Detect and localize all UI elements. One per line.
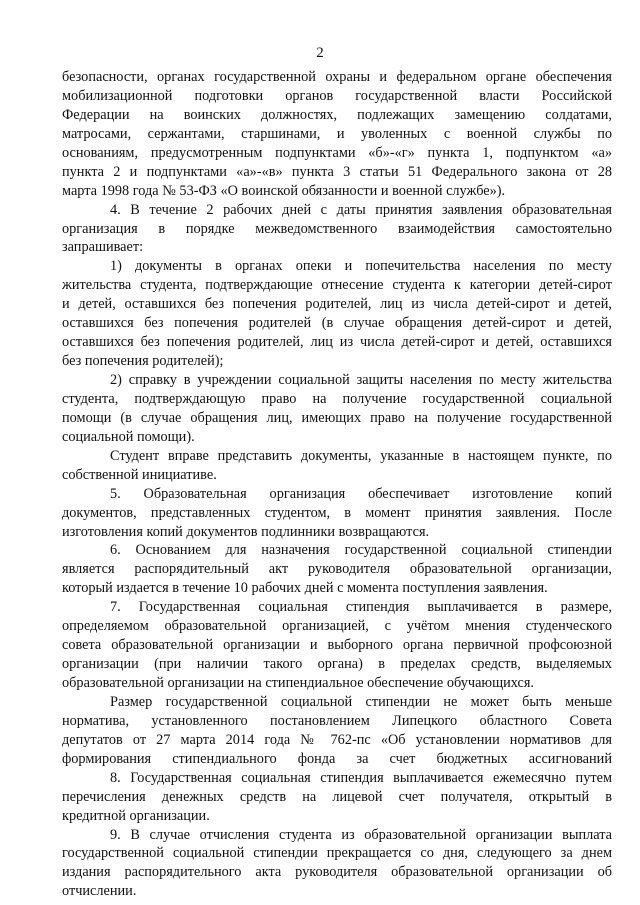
text-line: Размер государственной социальной стипендии не может быть меньше xyxy=(110,693,612,710)
text-line: 6. Основанием для назначения государственной социальной стипендии xyxy=(110,542,612,559)
text-line: депутатов от 27 марта 2014 года № 762-пс «Об установлении нормативов для xyxy=(62,731,612,748)
text-line: издания распорядительного акта руководителя образовательной организации об xyxy=(62,864,612,881)
text-line: образовательной организации на стипендиальное обеспечение обучающихся. xyxy=(62,675,534,691)
text-line: основаниям, предусмотренным подпунктами «б»-«г» пункта 1, подпунктом «а» xyxy=(62,144,612,161)
text-line: норматива, установленного постановлением Липецкого областного Совета xyxy=(62,712,612,729)
text-line: организации (при наличии такого органа) в пределах средств, выделяемых xyxy=(62,656,612,673)
text-line: собственной инициативе. xyxy=(62,466,217,483)
text-line: мобилизационной подготовки органов государственной власти Российской xyxy=(62,87,612,104)
document-body xyxy=(62,68,612,901)
text-line: помощи (в случае обращения лиц, имеющих право на получение государственной xyxy=(62,409,612,426)
text-line: оставшихся без попечения родителей (в случае обращения детей-сирот и детей, xyxy=(62,315,612,332)
text-line: безопасности, органах государственной охраны и федеральном органе обеспечения xyxy=(62,69,612,85)
text-line: 1) документы в органах опеки и попечительства населения по месту xyxy=(110,258,612,275)
text-line: перечисления денежных средств на лицевой счет получателя, открытый в xyxy=(62,788,612,805)
text-line: Студент вправе представить документы, указанные в настоящем пункте, по xyxy=(110,447,612,464)
text-line: матросами, сержантами, старшинами, и уволенных с военной службы по xyxy=(62,125,612,142)
text-line: 5. Образовательная организация обеспечивает изготовление копий xyxy=(110,485,612,502)
text-line: документов, представленных студентом, в момент принятия заявления. После xyxy=(62,504,612,521)
page-number: 2 xyxy=(316,45,324,61)
text-line: отчислении. xyxy=(62,883,137,900)
text-line: без попечения родителей); xyxy=(62,353,224,370)
text-line: 4. В течение 2 рабочих дней с даты принятия заявления образовательная xyxy=(110,201,612,218)
text-line: 2) справку в учреждении социальной защиты населения по месту жительства xyxy=(110,372,612,388)
text-line: жительства студента, подтверждающие отнесение студента к категории детей-сирот xyxy=(62,277,612,294)
text-line: марта 1998 года № 53-ФЗ «О воинской обязанности и военной службе»). xyxy=(62,182,506,199)
text-line: и детей, оставшихся без попечения родителей, лиц из числа детей-сирот и детей, xyxy=(62,296,612,313)
text-line: студента, подтверждающую право на получение государственной социальной xyxy=(62,390,612,407)
text-line: организация в порядке межведомственного взаимодействия самостоятельно xyxy=(62,220,612,237)
text-line: 9. В случае отчисления студента из образовательной организации выплата xyxy=(110,826,612,843)
text-line: совета образовательной организации и выборного органа первичной профсоюзной xyxy=(62,637,612,654)
text-line: 7. Государственная социальная стипендия выплачивается в размере, xyxy=(110,599,612,616)
text-line: определяемом образовательной организацией, с учётом мнения студенческого xyxy=(62,618,612,635)
text-line: пункта 2 и подпунктами «а»-«в» пункта 3 статьи 51 Федерального закона от 28 xyxy=(62,163,612,180)
text-line: формирования стипендиального фонда за счет бюджетных ассигнований xyxy=(62,750,612,767)
text-line: изготовления копий документов подлинники возвращаются. xyxy=(62,523,430,540)
text-line: который издается в течение 10 рабочих дней с момента поступления заявления. xyxy=(62,580,548,597)
text-line: кредитной организации. xyxy=(62,807,210,824)
text-line: является распорядительный акт руководителя образовательной организации, xyxy=(62,561,612,578)
text-line: оставшихся без попечения родителей, лиц из числа детей-сирот и детей, оставшихся xyxy=(62,334,612,351)
text-line: запрашивает: xyxy=(62,239,144,256)
text-line: Федерации на воинских должностях, подлежащих замещению солдатами, xyxy=(62,106,612,123)
text-line: 8. Государственная социальная стипендия выплачивается ежемесячно путем xyxy=(110,769,612,786)
text-line: государственной социальной стипендии прекращается со дня, следующего за днем xyxy=(62,845,612,862)
text-line: социальной помощи). xyxy=(62,428,195,445)
